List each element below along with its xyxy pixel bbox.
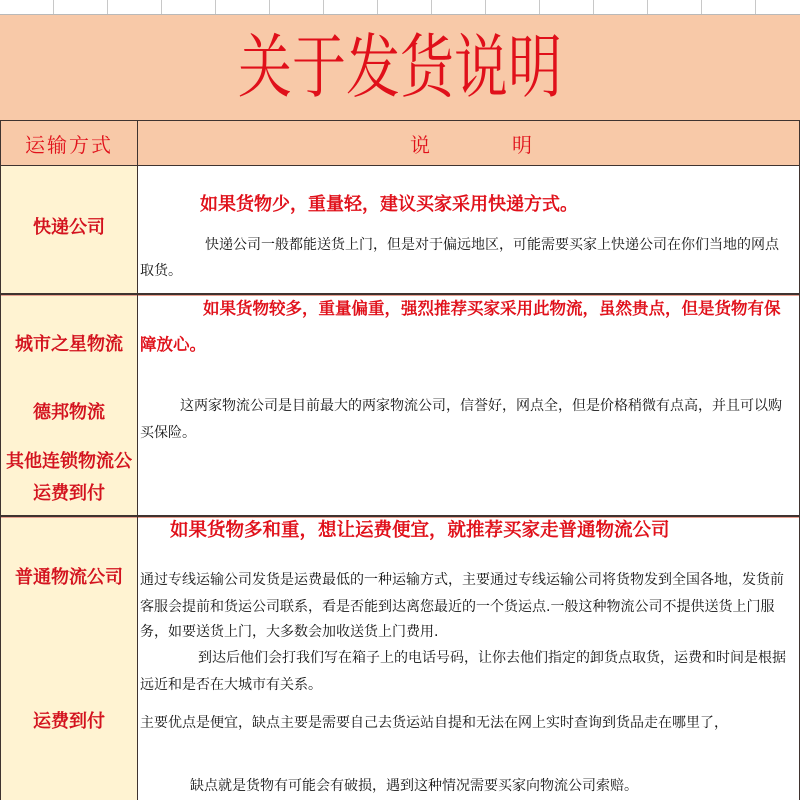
recommendation-text: 如果货物较多，重量偏重，强烈推荐买家采用此物流，虽然贵点，但是货物有保 (203, 299, 781, 318)
description-line: 买保险。 (140, 425, 196, 441)
description-line: 务，如要送货上门，大多数会加收送货上门费用. (140, 624, 439, 640)
description-line: 主要优点是便宜，缺点主要是需要自己去货运站自提和无法在网上实时查询到货品走在哪里了， (140, 715, 728, 731)
description-line: 通过专线运输公司发货是运费最低的一种运输方式，主要通过专线运输公司将货物发到全国各地，发货前 (140, 572, 784, 588)
method-label: 德邦物流 (33, 402, 105, 423)
method-label: 城市之星物流 (15, 334, 123, 355)
row-divider (0, 515, 800, 518)
method-label: 其他连锁物流公 (6, 451, 132, 472)
description-line: 到达后他们会打我们写在箱子上的电话号码，让你去他们指定的卸货点取货，运费和时间是根据 (198, 650, 786, 666)
recommendation-text: 如果货物多和重，想让运费便宜，就推荐买家走普通物流公司 (170, 520, 670, 541)
recommendation-text: 如果货物少，重量轻，建议买家采用快递方式。 (200, 194, 578, 215)
row-divider (0, 293, 800, 296)
payment-label: 运费到付 (33, 711, 105, 732)
page-title: 关于发货说明 (238, 26, 562, 108)
header-description-label: 说 明 (410, 133, 546, 157)
method-label: 普通物流公司 (15, 567, 123, 588)
description-line: 客服会提前和货运公司联系，看是否能到达离您最近的一个货运点.一般这种物流公司不提供送货上门服 (140, 599, 775, 615)
description-line: 缺点就是货物有可能会有破损，遇到这种情况需要买家向物流公司索赔。 (190, 778, 638, 794)
description-line: 快递公司一般都能送货上门，但是对于偏远地区，可能需要买家上快递公司在你们当地的网点 (205, 237, 779, 253)
header-method-label: 运输方式 (25, 133, 113, 157)
column-divider (137, 120, 138, 800)
spreadsheet-gridlines (0, 0, 800, 15)
description-line: 这两家物流公司是目前最大的两家物流公司，信誉好，网点全，但是价格稍微有点高，并且可以购 (180, 398, 782, 414)
description-line: 取货。 (140, 263, 182, 279)
method-label: 快递公司 (33, 217, 105, 238)
title-band (0, 15, 800, 120)
payment-label: 运费到付 (33, 483, 105, 504)
description-line: 远近和是否在大城市有关系。 (140, 677, 322, 693)
recommendation-text: 障放心。 (140, 335, 206, 354)
